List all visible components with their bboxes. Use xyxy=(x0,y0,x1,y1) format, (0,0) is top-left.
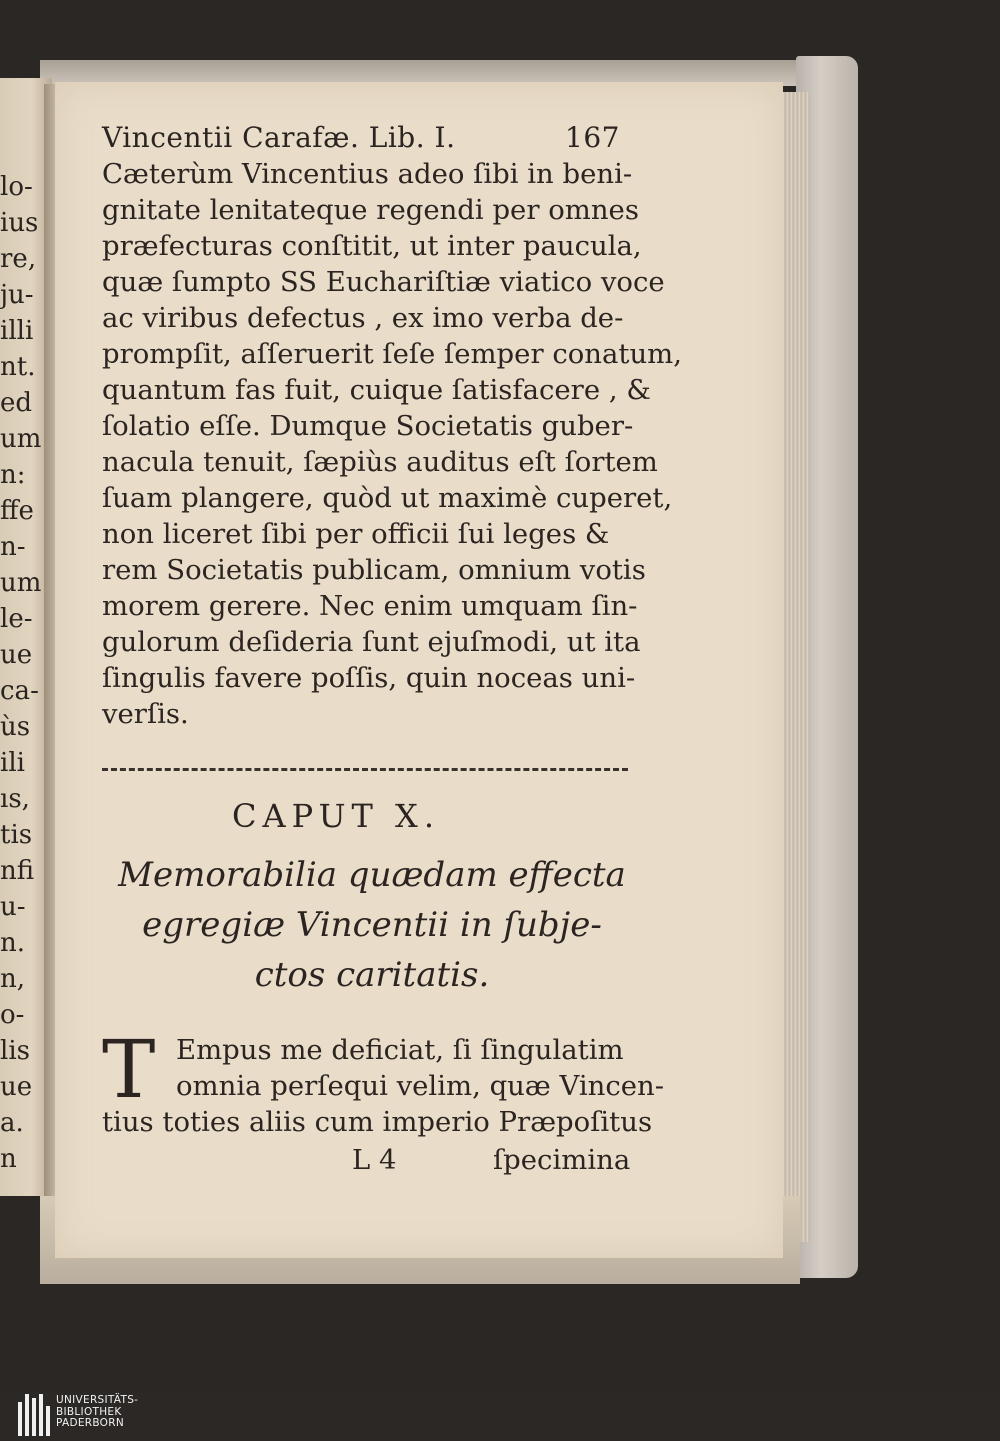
page-number: 167 xyxy=(565,121,620,154)
section-divider xyxy=(102,768,628,771)
library-footer xyxy=(0,1390,1000,1441)
left-fragment: um xyxy=(0,424,42,454)
chapter-title-line: ctos caritatis. xyxy=(254,955,490,995)
left-fragment: le- xyxy=(0,604,33,634)
left-fragment: ùs xyxy=(0,712,31,742)
left-fragment: nt. xyxy=(0,352,36,382)
library-name-line: BIBLIOTHEK xyxy=(56,1405,122,1418)
left-fragment: n: xyxy=(0,460,26,490)
drop-cap: T xyxy=(102,1023,156,1116)
left-fragment: illi xyxy=(0,316,34,346)
left-fragment: u- xyxy=(0,892,26,922)
library-name-line: UNIVERSITÄTS- xyxy=(56,1394,139,1406)
text-line: gulorum deſideria ſunt ejuſmodi, ut ita xyxy=(102,626,641,658)
text-line: ſuam plangere, quòd ut maximè cuperet, xyxy=(102,482,673,514)
text-line: nacula tenuit, ſæpiùs auditus eſt ſortem xyxy=(102,446,658,478)
left-fragment: um xyxy=(0,568,42,598)
text-line: Cæterùm Vincentius adeo ſibi in beni- xyxy=(102,158,633,190)
text-line: quæ ſumpto SS Euchariſtiæ viatico voce xyxy=(102,266,665,298)
catchword: ſpecimina xyxy=(493,1144,631,1176)
text-line: ac viribus defectus , ex imo verba de- xyxy=(102,302,624,334)
text-line: ſolatio eſſe. Dumque Societatis guber- xyxy=(102,410,634,442)
left-fragment: nfi xyxy=(0,856,35,886)
text-line: gnitate lenitateque regendi per omnes xyxy=(102,194,639,226)
left-fragment: lo- xyxy=(0,172,33,202)
left-fragment: ıs, xyxy=(0,784,30,814)
chapter-title-line: egregiæ Vincentii in ſubje- xyxy=(142,905,602,945)
text-line: ſingulis favere poſſis, quin noceas uni- xyxy=(102,662,636,694)
left-fragment: ca- xyxy=(0,676,39,706)
left-fragment: ili xyxy=(0,748,25,778)
left-fragment: ue xyxy=(0,640,33,670)
left-fragment: ed xyxy=(0,388,33,418)
left-fragment: ffe xyxy=(0,496,34,526)
signature-mark: L 4 xyxy=(352,1144,397,1176)
library-name xyxy=(56,1395,138,1430)
text-line: non liceret ſibi per officii ſui leges & xyxy=(102,518,610,550)
text-line: verſis. xyxy=(102,698,189,730)
library-name-line: PADERBORN xyxy=(56,1417,124,1429)
left-fragment: re, xyxy=(0,244,37,274)
left-fragment: ue xyxy=(0,1072,33,1102)
text-line: omnia perſequi velim, quæ Vincen- xyxy=(176,1070,665,1102)
left-fragment: n xyxy=(0,1144,17,1174)
left-fragment: o- xyxy=(0,1000,25,1030)
text-line: præfecturas conſtitit, ut inter paucula, xyxy=(102,230,642,262)
library-logo-icon xyxy=(18,1394,50,1436)
text-line: Empus me deficiat, ſi ſingulatim xyxy=(176,1034,624,1066)
left-fragment: a. xyxy=(0,1108,24,1138)
chapter-title-line: Memorabilia quædam effecta xyxy=(118,855,626,895)
text-line: quantum fas fuit, cuique ſatisfacere , & xyxy=(102,374,651,406)
left-fragment: ju- xyxy=(0,280,34,310)
left-fragment: ius xyxy=(0,208,39,238)
left-fragment: n. xyxy=(0,928,26,958)
text-line: morem gerere. Nec enim umquam ſin- xyxy=(102,590,638,622)
left-fragment: n- xyxy=(0,532,26,562)
running-head: Vincentii Carafæ. Lib. I. xyxy=(102,121,456,154)
chapter-heading: CAPUT X. xyxy=(232,797,440,835)
left-fragment: tis xyxy=(0,820,33,850)
text-line: tius toties aliis cum imperio Præpoſitus xyxy=(102,1106,653,1138)
left-fragment: lis xyxy=(0,1036,30,1066)
text-line: rem Societatis publicam, omnium votis xyxy=(102,554,646,586)
text-line: prompſit, aſſeruerit ſeſe ſemper conatum, xyxy=(102,338,682,370)
left-fragment: n, xyxy=(0,964,26,994)
